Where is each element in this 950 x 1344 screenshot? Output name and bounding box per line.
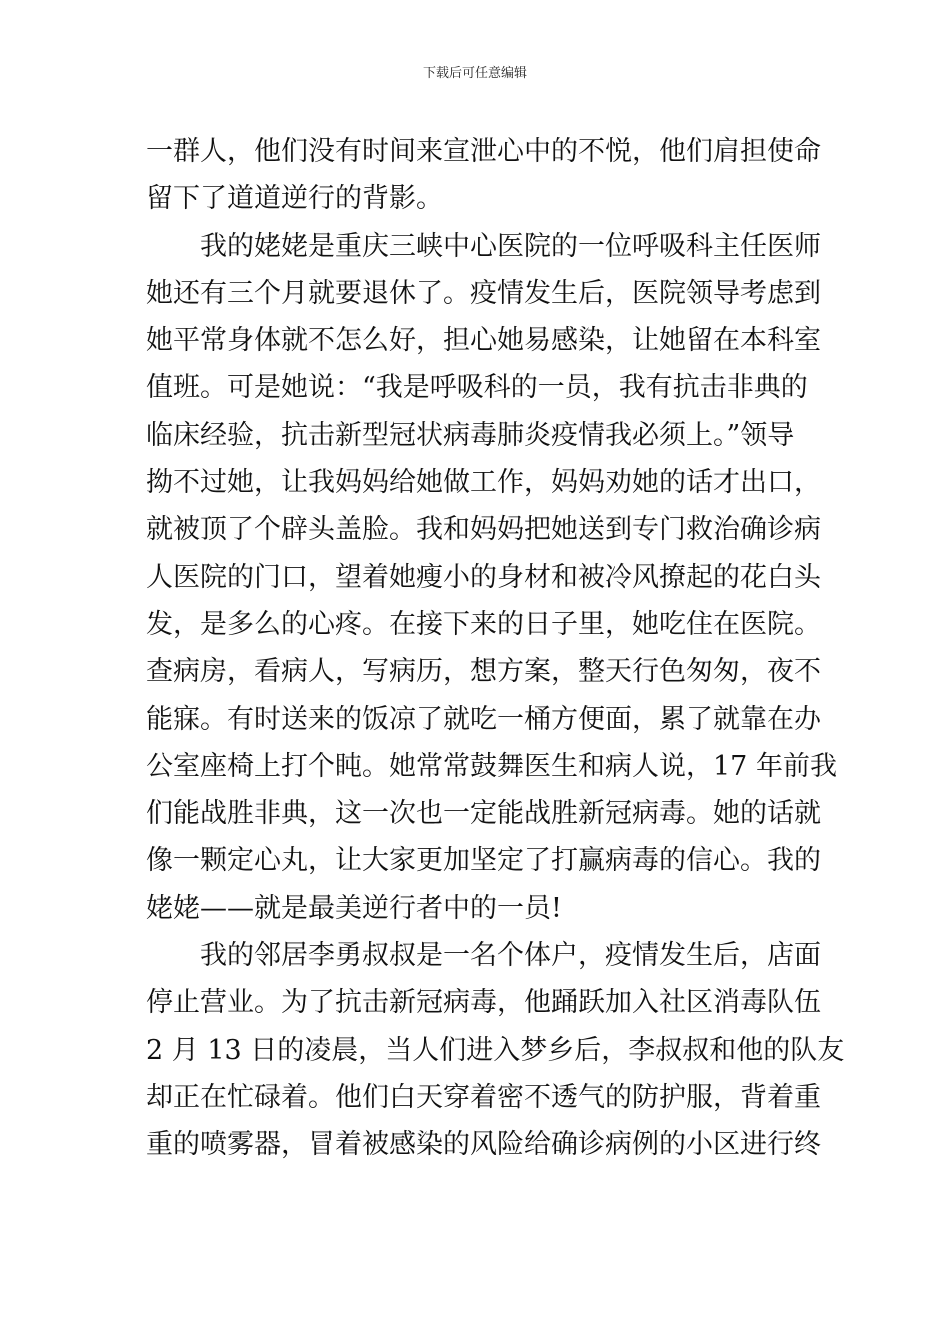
- text-line: 查病房，看病人，写病历，想方案，整天行色匆匆，夜不: [146, 656, 821, 688]
- text-line: 拗不过她，让我妈妈给她做工作，妈妈劝她的话才出口，: [146, 467, 821, 499]
- text-line: 停止营业。为了抗击新冠病毒，他踊跃加入社区消毒队伍: [146, 987, 821, 1019]
- text-line: 姥姥——就是最美逆行者中的一员!: [146, 892, 562, 924]
- text-line: 一群人，他们没有时间来宣泄心中的不悦，他们肩担使命: [146, 136, 821, 167]
- text-line: 值班。可是她说：“我是呼吸科的一员，我有抗击非典的: [146, 372, 808, 404]
- text-line: 临床经验，抗击新型冠状病毒肺炎疫情我必须上。”领导: [146, 419, 795, 451]
- paragraph-start-line: 我的邻居李勇叔叔是一名个体户，疫情发生后，店面: [200, 940, 821, 972]
- text-line: 留下了道道逆行的背影。: [146, 183, 443, 215]
- text-line: 重的喷雾器，冒着被感染的风险给确诊病例的小区进行终: [146, 1129, 821, 1161]
- text-line: 却正在忙碌着。他们白天穿着密不透气的防护服，背着重: [146, 1081, 821, 1113]
- text-line: 就被顶了个辟头盖脸。我和妈妈把她送到专门救治确诊病: [146, 514, 821, 546]
- body-text: [146, 128, 845, 1169]
- text-line: 她还有三个月就要退休了。疫情发生后，医院领导考虑到: [146, 277, 821, 309]
- text-line: 2 月 13 日的凌晨，当人们进入梦乡后，李叔叔和他的队友: [146, 1034, 845, 1066]
- text-line: 像一颗定心丸，让大家更加坚定了打赢病毒的信心。我的: [146, 845, 821, 877]
- text-line: 公室座椅上打个盹。她常常鼓舞医生和病人说，17 年前我: [146, 750, 837, 782]
- text-line: 人医院的门口，望着她瘦小的身材和被冷风撩起的花白头: [146, 561, 821, 593]
- text-line: 发，是多么的心疼。在接下来的日子里，她吃住在医院。: [146, 608, 821, 640]
- paragraph-start-line: 我的姥姥是重庆三峡中心医院的一位呼吸科主任医师: [200, 230, 821, 262]
- text-line: 们能战胜非典，这一次也一定能战胜新冠病毒。她的话就: [146, 798, 821, 830]
- text-line: 能寐。有时送来的饭凉了就吃一桶方便面，累了就靠在办: [146, 703, 821, 735]
- text-line: 她平常身体就不怎么好，担心她易感染，让她留在本科室: [146, 325, 821, 357]
- page-header: 下载后可任意编辑: [422, 66, 527, 81]
